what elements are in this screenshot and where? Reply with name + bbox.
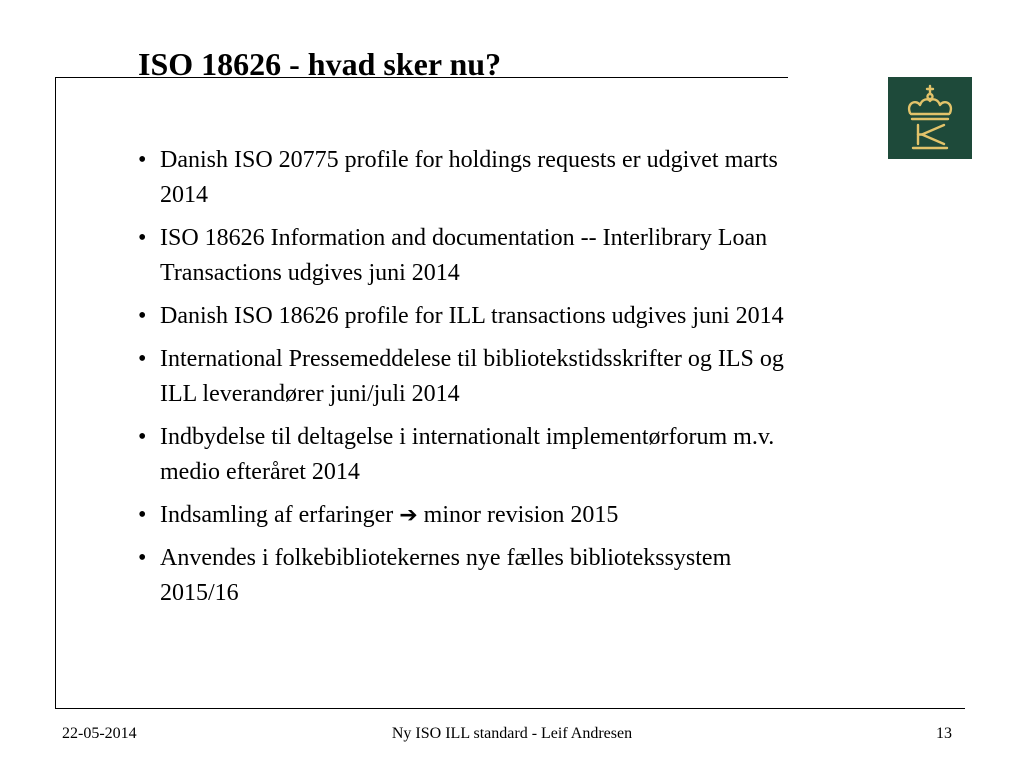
- bullet-text: Danish ISO 20775 profile for holdings requests er udgivet marts 2014: [160, 147, 778, 208]
- list-item: [138, 342, 798, 412]
- footer-date: 22-05-2014: [62, 725, 137, 742]
- list-item: [138, 541, 798, 611]
- list-item: [138, 299, 798, 334]
- frame-left-line: [55, 77, 56, 708]
- bullet-text: International Pressemeddelese til bibliotekstidsskrifter og ILS og ILL leverandører juni/juli 2014: [160, 346, 784, 407]
- slide-title: ISO 18626 - hvad sker nu?: [138, 46, 502, 78]
- crown-k-logo-icon: [888, 77, 972, 159]
- list-item: [138, 498, 798, 533]
- bullet-marker: •: [138, 424, 147, 450]
- bullet-marker: •: [138, 502, 147, 528]
- bullet-marker: •: [138, 545, 147, 571]
- bullet-text: ISO 18626 Information and documentation -- Interlibrary Loan Transactions udgives juni 2014: [160, 225, 768, 286]
- bullet-marker: •: [138, 147, 147, 173]
- bullet-text: Indbydelse til deltagelse i internationalt implementørforum m.v. medio efteråret 2014: [160, 424, 775, 485]
- bullet-marker: •: [138, 303, 147, 329]
- page-number: 13: [936, 725, 952, 742]
- bullet-list: [138, 143, 798, 619]
- list-item: [138, 420, 798, 490]
- bullet-text: Anvendes i folkebibliotekernes nye fælles bibliotekssystem 2015/16: [160, 545, 732, 606]
- footer-title: Ny ISO ILL standard - Leif Andresen: [391, 725, 633, 742]
- list-item: [138, 143, 798, 213]
- bullet-text-before: Indsamling af erfaringer: [160, 502, 400, 528]
- frame-bottom-line: [55, 708, 965, 709]
- bullet-marker: •: [138, 225, 147, 251]
- list-item: [138, 221, 798, 291]
- bullet-text: Danish ISO 18626 profile for ILL transactions udgives juni 2014: [160, 303, 784, 329]
- bullet-marker: •: [138, 346, 147, 372]
- right-arrow-icon: ➔: [399, 503, 418, 528]
- bullet-text-after: minor revision 2015: [417, 502, 619, 528]
